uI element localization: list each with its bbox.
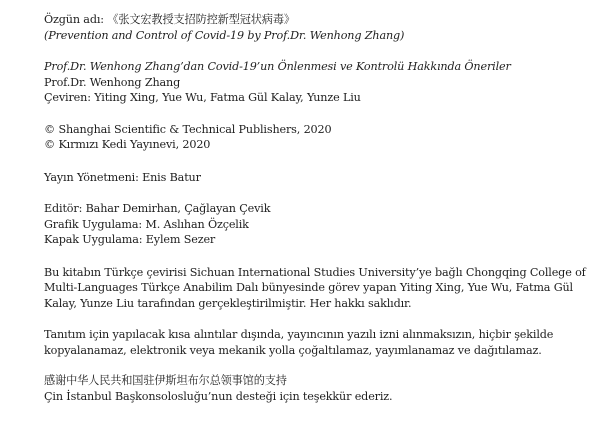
cover-credit: Kapak Uygulama: Eylem Sezer: [44, 233, 216, 246]
translators: Çeviren: Yiting Xing, Yue Wu, Fatma Gül Kalay, Yunze Liu: [44, 91, 361, 104]
copyright-page: [44, 12, 609, 404]
copyright-block: [44, 122, 609, 153]
graphic-credit: Grafik Uygulama: M. Aslıhan Özçelik: [44, 217, 249, 231]
direction-block: [44, 170, 609, 186]
original-title-english: (Prevention and Control of Covid-19 by Prof.Dr. Wenhong Zhang): [44, 28, 405, 42]
copyright-line-1: © Shanghai Scientific & Technical Publishers, 2020: [44, 122, 332, 136]
original-title-block: [44, 12, 609, 43]
thanks-chinese: 感谢中华人民共和国驻伊斯坦布尔总领事馆的支持: [44, 374, 287, 387]
editor-credit: Editör: Bahar Demirhan, Çağlayan Çevik: [44, 202, 271, 215]
turkish-edition-block: [44, 59, 609, 106]
publishing-director: Yayın Yönetmeni: Enis Batur: [44, 170, 201, 184]
credits-block: [44, 201, 609, 248]
copyright-line-2: © Kırmızı Kedi Yayınevi, 2020: [44, 138, 211, 151]
author: Prof.Dr. Wenhong Zhang: [44, 75, 181, 89]
turkish-title: Prof.Dr. Wenhong Zhang’dan Covid-19’un Önlenmesi ve Kontrolü Hakkında Öneriler: [44, 60, 511, 73]
original-title: Özgün adı: 《张文宏教授支招防控新型冠状病毒》: [44, 13, 295, 26]
translation-note: Bu kitabın Türkçe çevirisi Sichuan International Studies University’ye bağlı Chongqing College of Multi-Languages Türkçe Anabilim Dalı bünyesinde görev yapan Yiting Xing, Yue Wu, Fatma Gül Kalay, Yunze Liu tarafından gerçekleştirilmiştir. Her hakkı saklıdır.: [44, 265, 586, 310]
thanks-turkish: Çin İstanbul Başkonsolosluğu’nun desteği için teşekkür ederiz.: [44, 389, 393, 403]
rights-note: Tanıtım için yapılacak kısa alıntılar dışında, yayıncının yazılı izni alınmaksızın, hiçbir şekilde kopyalanamaz, elektronik veya mekanik yolla çoğaltılamaz, yayımlanamaz ve dağıtılamaz.: [44, 328, 554, 357]
thanks-block: [44, 373, 609, 404]
